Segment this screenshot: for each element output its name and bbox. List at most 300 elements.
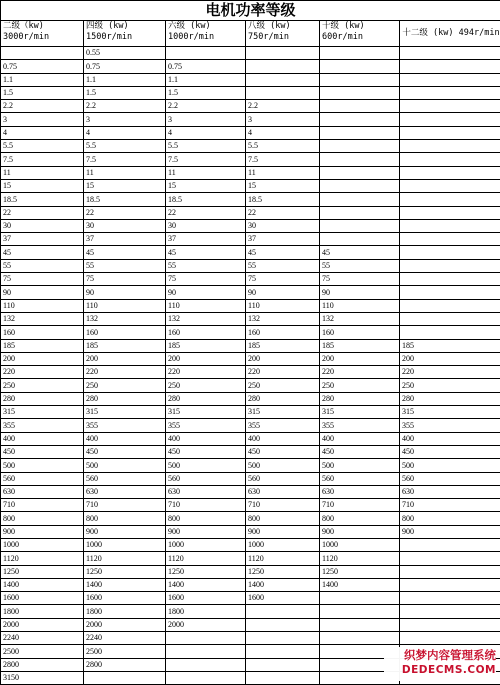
table-cell: 450 <box>166 445 246 458</box>
table-cell: 1800 <box>1 605 84 618</box>
table-cell: 200 <box>246 352 320 365</box>
table-cell: 630 <box>1 485 84 498</box>
table-cell: 355 <box>1 419 84 432</box>
table-cell: 110 <box>166 299 246 312</box>
header-label: 八级 (kw) <box>248 21 291 31</box>
table-cell: 185 <box>320 339 400 352</box>
table-cell: 1.5 <box>1 86 84 99</box>
table-cell: 2.2 <box>1 100 84 113</box>
table-cell <box>320 47 400 60</box>
table-cell: 450 <box>84 445 166 458</box>
header-label: 二级（kw) <box>3 21 44 31</box>
table-cell: 2000 <box>1 618 84 631</box>
table-cell: 355 <box>320 419 400 432</box>
table-cell: 900 <box>246 525 320 538</box>
table-cell: 22 <box>84 206 166 219</box>
table-cell <box>400 140 500 153</box>
table-cell: 710 <box>246 499 320 512</box>
table-row <box>1 565 500 578</box>
table-cell: 1600 <box>246 592 320 605</box>
table-cell <box>246 632 320 645</box>
table-cell: 132 <box>246 312 320 325</box>
table-row <box>1 592 500 605</box>
table-cell: 132 <box>1 312 84 325</box>
table-cell: 1250 <box>320 565 400 578</box>
table-cell: 15 <box>166 179 246 192</box>
table-cell <box>320 153 400 166</box>
table-row <box>1 73 500 86</box>
table-row <box>1 632 500 645</box>
header-4-pole <box>84 21 166 47</box>
table-row <box>1 392 500 405</box>
header-speed: 1500r/min <box>86 32 133 42</box>
table-cell: 500 <box>320 459 400 472</box>
table-cell: 11 <box>84 166 166 179</box>
table-cell: 630 <box>246 485 320 498</box>
table-cell: 500 <box>84 459 166 472</box>
table-cell <box>400 618 500 631</box>
table-cell: 0.75 <box>166 60 246 73</box>
table-row <box>1 100 500 113</box>
table-cell <box>166 47 246 60</box>
table-cell <box>400 538 500 551</box>
table-cell: 4 <box>1 126 84 139</box>
header-label: 六级 (kw) <box>168 21 211 31</box>
table-row <box>1 86 500 99</box>
table-cell: 1120 <box>84 552 166 565</box>
table-cell: 355 <box>246 419 320 432</box>
table-cell: 900 <box>400 525 500 538</box>
table-cell <box>400 60 500 73</box>
table-cell <box>400 326 500 339</box>
table-cell: 185 <box>246 339 320 352</box>
table-row <box>1 578 500 591</box>
table-cell: 200 <box>166 352 246 365</box>
table-row <box>1 259 500 272</box>
table-cell: 1120 <box>166 552 246 565</box>
table-cell <box>400 259 500 272</box>
table-cell: 11 <box>1 166 84 179</box>
table-cell: 4 <box>84 126 166 139</box>
table-cell <box>246 73 320 86</box>
table-cell <box>400 552 500 565</box>
table-cell: 0.55 <box>84 47 166 60</box>
table-cell: 185 <box>166 339 246 352</box>
table-cell: 200 <box>400 352 500 365</box>
table-cell: 630 <box>400 485 500 498</box>
table-cell: 30 <box>246 219 320 232</box>
header-8-pole <box>246 21 320 47</box>
table-cell <box>246 60 320 73</box>
table-cell: 280 <box>246 392 320 405</box>
header-label: 十级 (kw) <box>322 21 365 31</box>
table-cell: 5.5 <box>246 140 320 153</box>
table-cell: 160 <box>320 326 400 339</box>
table-cell: 110 <box>84 299 166 312</box>
motor-power-table <box>0 20 500 685</box>
table-cell: 1400 <box>320 578 400 591</box>
table-cell <box>400 73 500 86</box>
table-row <box>1 605 500 618</box>
table-cell <box>400 592 500 605</box>
table-cell: 2500 <box>1 645 84 658</box>
table-cell <box>400 100 500 113</box>
table-cell: 37 <box>166 233 246 246</box>
table-row <box>1 352 500 365</box>
table-cell: 1000 <box>1 538 84 551</box>
table-cell <box>246 671 320 684</box>
table-cell: 160 <box>1 326 84 339</box>
table-row <box>1 445 500 458</box>
table-cell: 45 <box>1 246 84 259</box>
table-cell: 75 <box>320 273 400 286</box>
table-cell: 560 <box>1 472 84 485</box>
table-cell <box>400 233 500 246</box>
table-cell: 45 <box>246 246 320 259</box>
table-row <box>1 140 500 153</box>
table-row <box>1 419 500 432</box>
table-cell: 400 <box>400 432 500 445</box>
table-cell <box>400 286 500 299</box>
table-cell: 90 <box>246 286 320 299</box>
table-cell: 1250 <box>84 565 166 578</box>
table-cell: 2800 <box>1 658 84 671</box>
table-cell <box>166 632 246 645</box>
table-cell: 30 <box>166 219 246 232</box>
table-cell <box>246 645 320 658</box>
table-cell: 7.5 <box>84 153 166 166</box>
table-cell: 132 <box>320 312 400 325</box>
table-cell: 37 <box>84 233 166 246</box>
table-cell <box>400 47 500 60</box>
table-cell: 55 <box>166 259 246 272</box>
table-cell: 160 <box>84 326 166 339</box>
table-cell: 250 <box>166 379 246 392</box>
table-row <box>1 366 500 379</box>
table-row <box>1 286 500 299</box>
header-speed: 1000r/min <box>168 32 215 42</box>
table-row <box>1 512 500 525</box>
header-label: 十二级 (kw) 494r/min <box>402 28 500 38</box>
table-cell: 450 <box>400 445 500 458</box>
table-cell: 5.5 <box>1 140 84 153</box>
table-cell: 1.5 <box>84 86 166 99</box>
table-cell: 220 <box>166 366 246 379</box>
table-cell <box>400 126 500 139</box>
table-cell: 185 <box>1 339 84 352</box>
table-cell: 110 <box>246 299 320 312</box>
table-cell: 315 <box>84 406 166 419</box>
table-cell: 200 <box>1 352 84 365</box>
table-cell <box>320 166 400 179</box>
table-cell: 500 <box>400 459 500 472</box>
table-row <box>1 299 500 312</box>
table-row <box>1 459 500 472</box>
table-cell: 280 <box>1 392 84 405</box>
table-cell: 560 <box>320 472 400 485</box>
table-cell: 220 <box>400 366 500 379</box>
table-cell: 1120 <box>246 552 320 565</box>
table-cell: 2240 <box>1 632 84 645</box>
table-cell: 45 <box>166 246 246 259</box>
table-cell <box>400 153 500 166</box>
table-cell: 0.75 <box>1 60 84 73</box>
table-cell: 710 <box>320 499 400 512</box>
table-cell <box>1 47 84 60</box>
table-cell: 5.5 <box>84 140 166 153</box>
table-cell: 1000 <box>246 538 320 551</box>
table-cell: 55 <box>1 259 84 272</box>
table-cell: 1120 <box>320 552 400 565</box>
table-cell: 4 <box>166 126 246 139</box>
table-cell <box>246 658 320 671</box>
table-cell: 1.1 <box>1 73 84 86</box>
table-row <box>1 273 500 286</box>
table-cell: 250 <box>400 379 500 392</box>
table-cell: 18.5 <box>166 193 246 206</box>
table-cell: 400 <box>246 432 320 445</box>
table-row <box>1 472 500 485</box>
table-cell: 45 <box>84 246 166 259</box>
table-cell: 1400 <box>166 578 246 591</box>
table-cell <box>320 618 400 631</box>
table-row <box>1 113 500 126</box>
table-row <box>1 538 500 551</box>
table-row <box>1 60 500 73</box>
table-cell: 560 <box>84 472 166 485</box>
table-cell: 900 <box>84 525 166 538</box>
table-row <box>1 206 500 219</box>
table-cell: 18.5 <box>1 193 84 206</box>
table-row <box>1 246 500 259</box>
table-cell <box>320 140 400 153</box>
table-cell: 2000 <box>166 618 246 631</box>
table-cell <box>246 86 320 99</box>
watermark-domain: DEDECMS.COM <box>401 664 496 676</box>
table-cell: 22 <box>246 206 320 219</box>
table-cell: 355 <box>166 419 246 432</box>
table-cell: 400 <box>84 432 166 445</box>
table-cell: 250 <box>320 379 400 392</box>
table-cell <box>400 193 500 206</box>
table-cell: 18.5 <box>84 193 166 206</box>
table-cell <box>166 645 246 658</box>
table-cell: 250 <box>1 379 84 392</box>
table-cell: 110 <box>320 299 400 312</box>
table-cell: 18.5 <box>246 193 320 206</box>
table-cell: 90 <box>166 286 246 299</box>
table-cell: 90 <box>1 286 84 299</box>
table-cell: 75 <box>246 273 320 286</box>
header-row <box>1 21 500 47</box>
table-cell <box>84 671 166 684</box>
table-cell <box>246 47 320 60</box>
header-2-pole <box>1 21 84 47</box>
header-6-pole <box>166 21 246 47</box>
table-cell <box>320 126 400 139</box>
table-cell: 1600 <box>84 592 166 605</box>
table-cell: 30 <box>1 219 84 232</box>
table-row <box>1 432 500 445</box>
table-cell: 315 <box>320 406 400 419</box>
table-cell: 450 <box>246 445 320 458</box>
table-cell: 2.2 <box>246 100 320 113</box>
table-row <box>1 233 500 246</box>
table-row <box>1 618 500 631</box>
header-label: 四级 (kw) <box>86 21 129 31</box>
table-cell: 1400 <box>246 578 320 591</box>
table-cell <box>320 60 400 73</box>
table-cell <box>400 246 500 259</box>
table-cell <box>320 632 400 645</box>
table-cell <box>400 113 500 126</box>
watermark-text: 织梦内容管理系统 <box>404 648 496 662</box>
table-row <box>1 406 500 419</box>
table-cell: 3 <box>246 113 320 126</box>
table-cell: 15 <box>1 179 84 192</box>
table-cell <box>320 113 400 126</box>
table-cell: 280 <box>84 392 166 405</box>
table-cell: 250 <box>84 379 166 392</box>
table-cell <box>320 605 400 618</box>
table-cell: 3150 <box>1 671 84 684</box>
table-cell: 450 <box>320 445 400 458</box>
table-cell: 132 <box>166 312 246 325</box>
table-cell: 800 <box>246 512 320 525</box>
table-cell: 220 <box>84 366 166 379</box>
table-cell: 30 <box>84 219 166 232</box>
table-cell: 630 <box>84 485 166 498</box>
table-cell: 1.5 <box>166 86 246 99</box>
header-speed: 3000r/min <box>3 32 50 42</box>
table-cell: 355 <box>84 419 166 432</box>
table-cell: 800 <box>166 512 246 525</box>
table-cell <box>400 578 500 591</box>
table-cell: 1250 <box>166 565 246 578</box>
table-cell: 560 <box>246 472 320 485</box>
table-cell: 90 <box>84 286 166 299</box>
table-cell: 1400 <box>1 578 84 591</box>
table-cell: 710 <box>400 499 500 512</box>
table-cell: 400 <box>1 432 84 445</box>
table-cell: 0.75 <box>84 60 166 73</box>
table-row <box>1 499 500 512</box>
table-cell: 7.5 <box>1 153 84 166</box>
table-cell <box>320 193 400 206</box>
table-cell: 1250 <box>1 565 84 578</box>
table-cell: 280 <box>320 392 400 405</box>
table-cell <box>320 86 400 99</box>
table-row <box>1 312 500 325</box>
table-cell: 315 <box>400 406 500 419</box>
table-cell: 900 <box>1 525 84 538</box>
table-cell <box>320 206 400 219</box>
table-cell: 630 <box>320 485 400 498</box>
table-cell <box>400 312 500 325</box>
table-cell: 1.1 <box>84 73 166 86</box>
table-row <box>1 219 500 232</box>
table-cell <box>166 658 246 671</box>
table-cell <box>320 73 400 86</box>
table-cell: 2000 <box>84 618 166 631</box>
table-cell: 315 <box>1 406 84 419</box>
table-row <box>1 485 500 498</box>
table-cell <box>400 565 500 578</box>
table-cell: 160 <box>246 326 320 339</box>
table-cell: 2500 <box>84 645 166 658</box>
table-cell: 280 <box>400 392 500 405</box>
table-cell: 3 <box>84 113 166 126</box>
header-speed: 600r/min <box>322 32 363 42</box>
table-cell: 1.1 <box>166 73 246 86</box>
table-cell <box>320 233 400 246</box>
table-cell: 315 <box>246 406 320 419</box>
table-cell: 3 <box>1 113 84 126</box>
table-cell: 160 <box>166 326 246 339</box>
table-cell <box>400 86 500 99</box>
table-cell: 3 <box>166 113 246 126</box>
table-cell: 7.5 <box>246 153 320 166</box>
table-cell: 220 <box>320 366 400 379</box>
table-cell: 1120 <box>1 552 84 565</box>
table-cell: 1000 <box>320 538 400 551</box>
table-cell: 110 <box>1 299 84 312</box>
header-12-pole <box>400 21 500 47</box>
table-cell: 800 <box>320 512 400 525</box>
table-cell: 220 <box>246 366 320 379</box>
table-cell <box>400 632 500 645</box>
table-cell: 75 <box>84 273 166 286</box>
table-cell: 55 <box>320 259 400 272</box>
header-10-pole <box>320 21 400 47</box>
table-row <box>1 179 500 192</box>
table-cell: 2.2 <box>166 100 246 113</box>
table-cell: 710 <box>84 499 166 512</box>
table-row <box>1 193 500 206</box>
table-cell: 132 <box>84 312 166 325</box>
table-cell: 710 <box>166 499 246 512</box>
table-cell: 37 <box>1 233 84 246</box>
table-cell: 15 <box>246 179 320 192</box>
table-cell: 630 <box>166 485 246 498</box>
table-cell: 4 <box>246 126 320 139</box>
table-cell: 400 <box>166 432 246 445</box>
table-cell: 560 <box>400 472 500 485</box>
table-cell: 560 <box>166 472 246 485</box>
table-cell: 710 <box>1 499 84 512</box>
table-cell <box>320 592 400 605</box>
table-cell: 315 <box>166 406 246 419</box>
table-cell: 450 <box>1 445 84 458</box>
table-cell: 90 <box>320 286 400 299</box>
table-row <box>1 339 500 352</box>
table-cell: 1000 <box>166 538 246 551</box>
table-cell: 400 <box>320 432 400 445</box>
table-cell: 75 <box>166 273 246 286</box>
table-cell: 900 <box>320 525 400 538</box>
table-cell: 45 <box>320 246 400 259</box>
table-cell <box>400 179 500 192</box>
table-cell: 500 <box>246 459 320 472</box>
table-row <box>1 47 500 60</box>
table-body <box>1 47 500 685</box>
table-cell: 800 <box>84 512 166 525</box>
table-cell: 37 <box>246 233 320 246</box>
table-cell: 1600 <box>166 592 246 605</box>
table-row <box>1 153 500 166</box>
watermark-logo <box>384 647 496 681</box>
table-cell: 7.5 <box>166 153 246 166</box>
